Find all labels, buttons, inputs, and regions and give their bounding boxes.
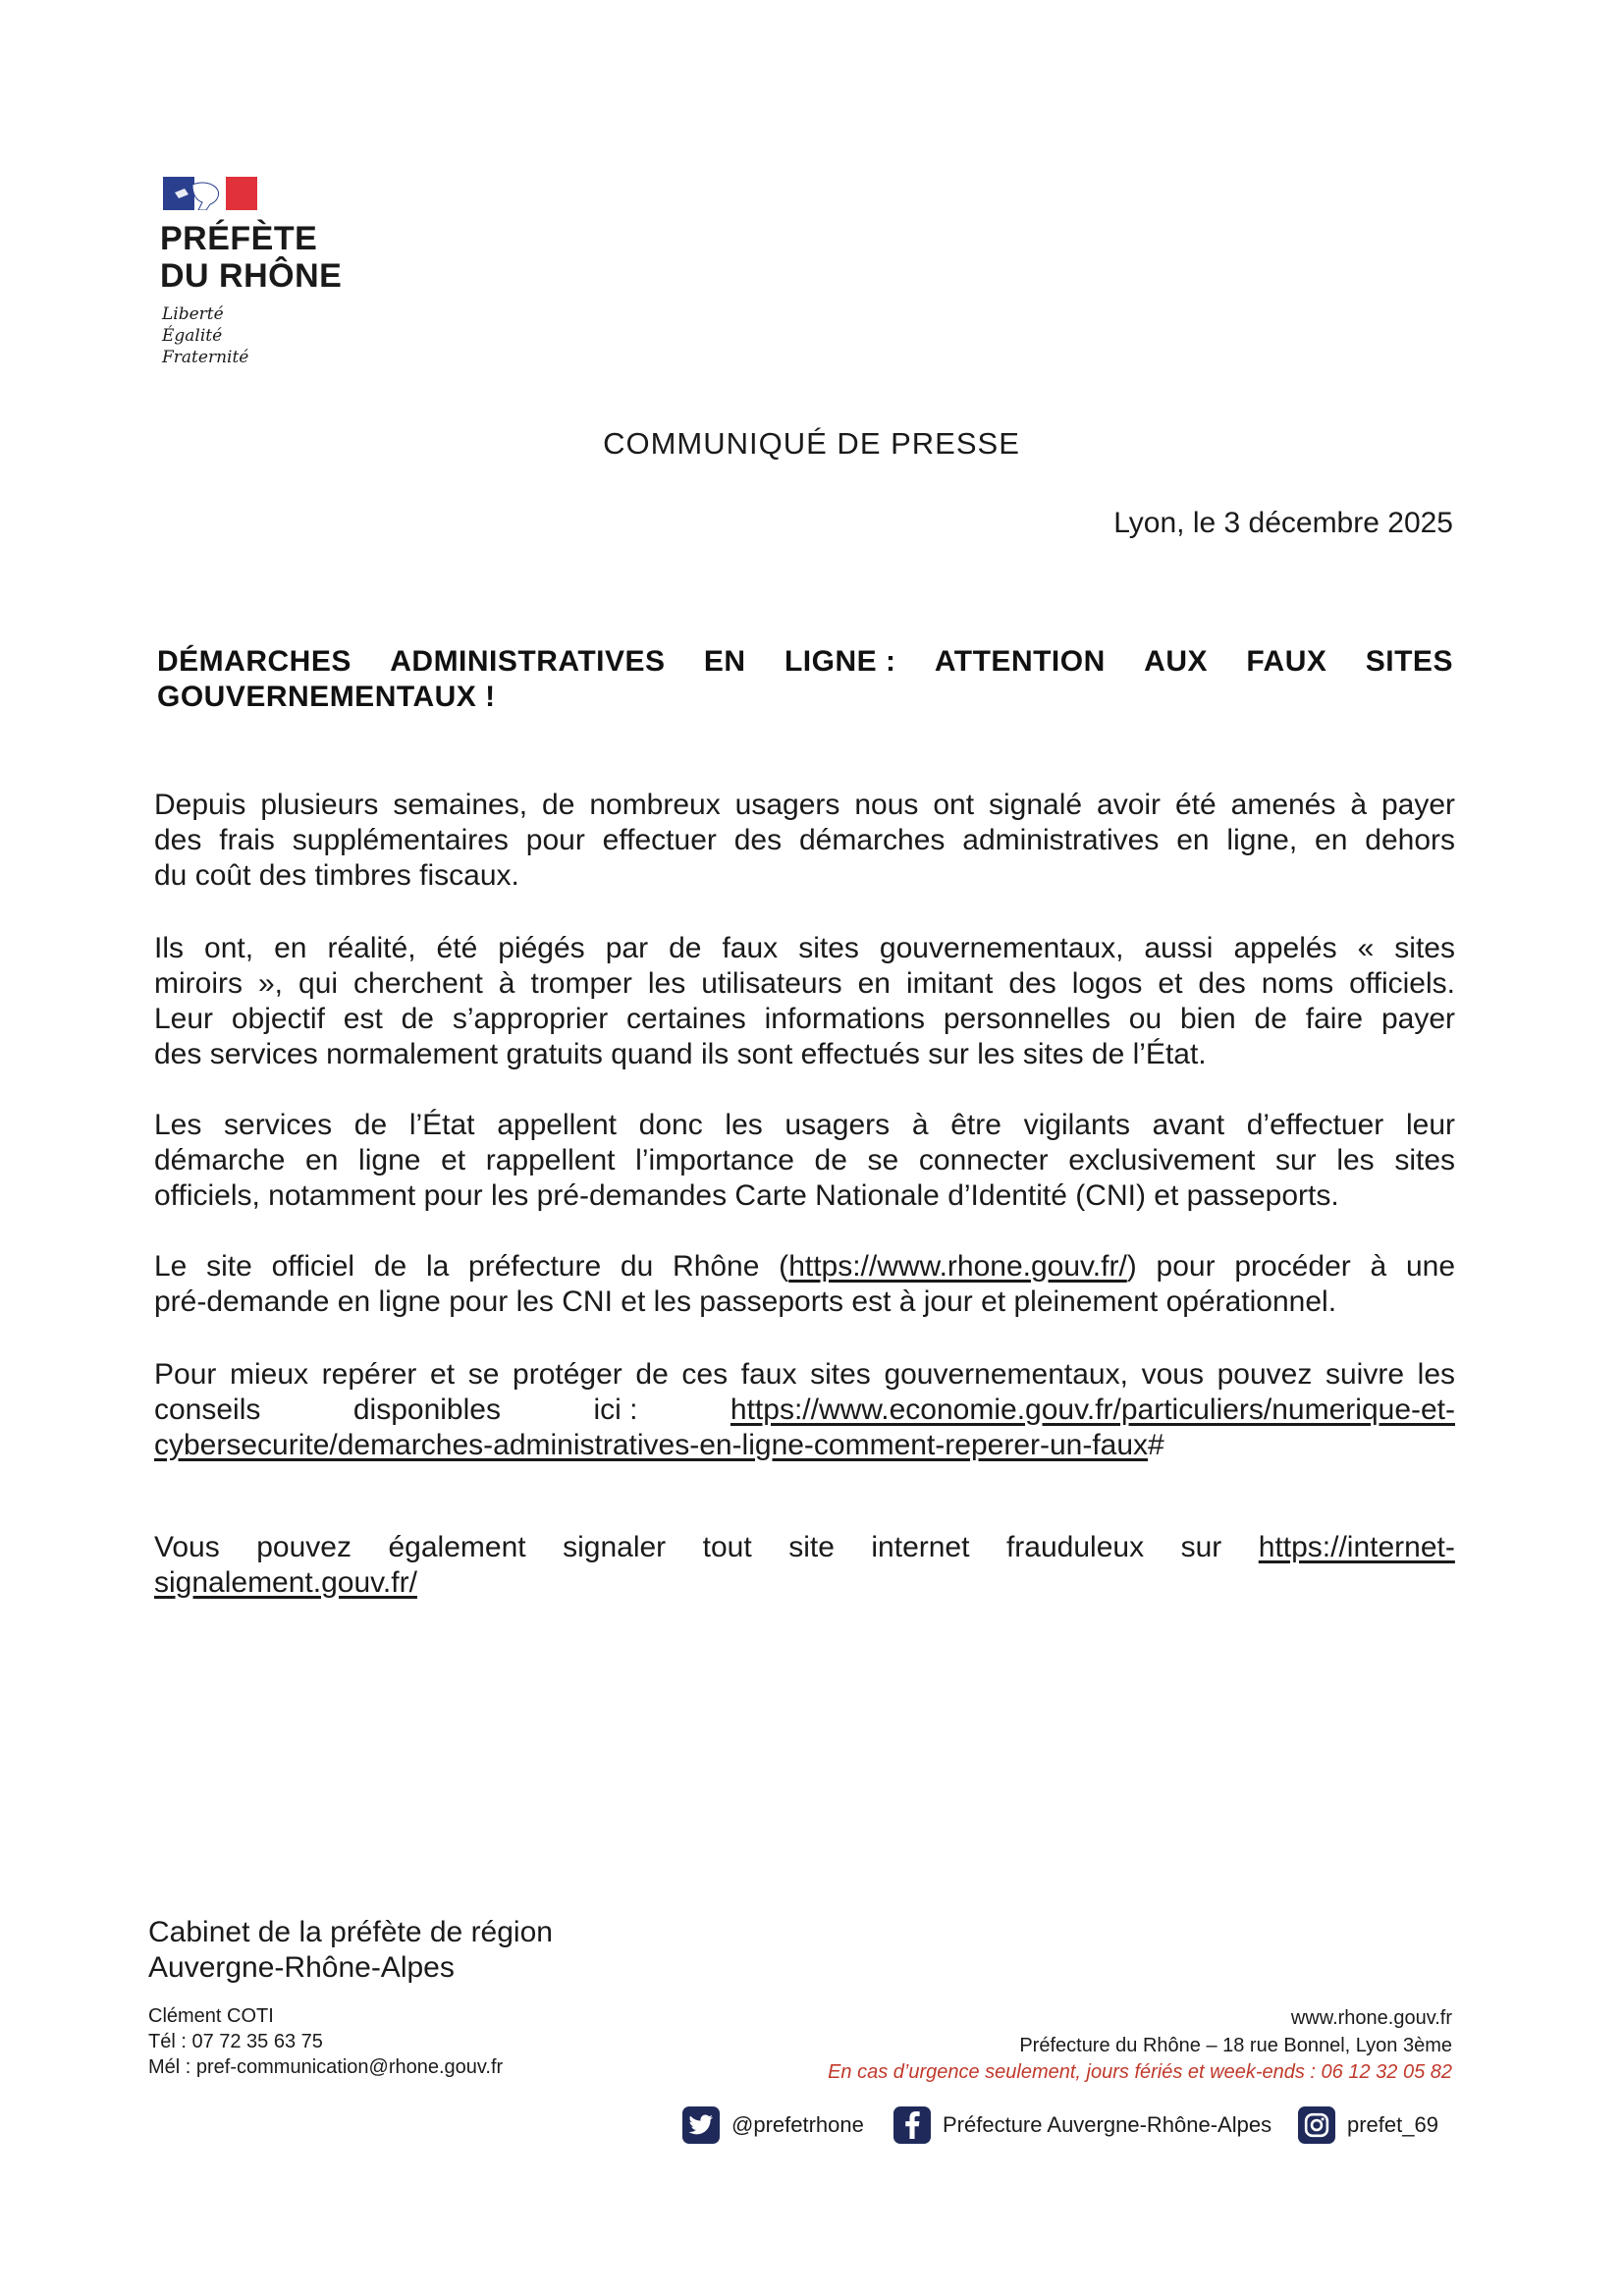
contact-name: Clément COTI bbox=[148, 2005, 274, 2027]
text-line bbox=[154, 1565, 1455, 1601]
cabinet-line2: Auvergne-Rhône-Alpes bbox=[148, 1951, 455, 1984]
economie-link-part1[interactable]: https://www.economie.gouv.fr/particuliers/numerique-et- bbox=[730, 1394, 1455, 1426]
text-line: du coût des timbres fiscaux. bbox=[154, 859, 519, 892]
p5-word: disponibles bbox=[352, 1394, 501, 1426]
p6-word: sur bbox=[1180, 1531, 1222, 1563]
paragraph-4 bbox=[154, 1249, 1455, 1320]
title-word: EN bbox=[703, 645, 746, 678]
paragraph-1 bbox=[154, 788, 1455, 894]
title-word: ADMINISTRATIVES bbox=[390, 645, 666, 678]
text-line: Depuis plusieurs semaines, de nombreux usagers nous ont signalé avoir été amenés à payer bbox=[154, 789, 1455, 821]
title-word: DÉMARCHES bbox=[157, 645, 352, 678]
p5-word: ici : bbox=[593, 1394, 638, 1426]
text-line: Les services de l’État appellent donc les usagers à être vigilants avant d’effectuer leur bbox=[154, 1109, 1455, 1141]
text-line bbox=[154, 1530, 1455, 1565]
text-line bbox=[154, 1428, 1455, 1463]
text-line: démarche en ligne et rappellent l’importance de se connecter exclusivement sur les sites bbox=[154, 1144, 1455, 1176]
p6-word: internet bbox=[871, 1531, 970, 1563]
text-line: pré-demande en ligne pour les CNI et les passeports est à jour et pleinement opérationnel. bbox=[154, 1285, 1337, 1318]
p6-word: également bbox=[388, 1531, 526, 1563]
economie-link-part2[interactable]: cybersecurite/demarches-administratives-en-ligne-comment-reperer-un-faux bbox=[154, 1429, 1149, 1461]
instagram-handle: prefet_69 bbox=[1347, 2112, 1438, 2137]
social-twitter[interactable] bbox=[682, 2105, 864, 2145]
prefecture-link[interactable]: https://www.rhone.gouv.fr/ bbox=[788, 1250, 1127, 1283]
text-line: Leur objectif est de s’approprier certaines informations personnelles ou bien de faire payer bbox=[154, 1003, 1455, 1035]
facebook-icon bbox=[893, 2106, 931, 2144]
org-name-line2: DU RHÔNE bbox=[160, 257, 343, 295]
cabinet-line1: Cabinet de la préfète de région bbox=[148, 1916, 553, 1948]
paragraph-6 bbox=[154, 1530, 1455, 1601]
p4-pre: Le site officiel de la préfecture du Rhône ( bbox=[154, 1250, 789, 1283]
twitter-handle: @prefetrhone bbox=[731, 2112, 864, 2137]
paragraph-3 bbox=[154, 1108, 1455, 1214]
p6-word: tout bbox=[702, 1531, 752, 1563]
p6-word: Vous bbox=[154, 1531, 220, 1563]
p4-post: ) pour procéder à une bbox=[1126, 1250, 1456, 1283]
paragraph-2 bbox=[154, 931, 1455, 1072]
title-word: ATTENTION bbox=[934, 645, 1106, 678]
p5-hash: # bbox=[1148, 1429, 1164, 1461]
signalement-link-part2[interactable]: signalement.gouv.fr/ bbox=[154, 1566, 417, 1599]
text-line: officiels, notamment pour les pré-demandes Carte Nationale d’Identité (CNI) et passeports. bbox=[154, 1179, 1339, 1212]
text-line: des frais supplémentaires pour effectuer des démarches administratives en ligne, en dehors bbox=[154, 824, 1455, 856]
text-line: Ils ont, en réalité, été piégés par de faux sites gouvernementaux, aussi appelés « sites bbox=[154, 932, 1455, 964]
p5-word: conseils bbox=[154, 1394, 261, 1426]
marianne-logo-icon bbox=[163, 177, 257, 210]
social-instagram[interactable] bbox=[1298, 2105, 1438, 2145]
title-word: SITES bbox=[1365, 645, 1453, 678]
signalement-link-part1[interactable]: https://internet- bbox=[1258, 1531, 1455, 1563]
motto-liberte: Liberté bbox=[162, 304, 224, 324]
address-text: Préfecture du Rhône – 18 rue Bonnel, Lyon 3ème bbox=[1019, 2035, 1452, 2056]
social-facebook[interactable] bbox=[893, 2105, 1271, 2145]
title-word: FAUX bbox=[1246, 645, 1327, 678]
text-line: miroirs », qui cherchent à tromper les utilisateurs en imitant des logos et des noms officiels. bbox=[154, 967, 1455, 1000]
p6-word: pouvez bbox=[256, 1531, 352, 1563]
text-line bbox=[154, 1393, 1455, 1428]
document-date: Lyon, le 3 décembre 2025 bbox=[1113, 507, 1453, 539]
text-line bbox=[154, 1249, 1455, 1285]
paragraph-5 bbox=[154, 1357, 1455, 1463]
facebook-page: Préfecture Auvergne-Rhône-Alpes bbox=[943, 2112, 1272, 2137]
title-word: AUX bbox=[1144, 645, 1208, 678]
p6-word: frauduleux bbox=[1005, 1531, 1145, 1563]
contact-tel: Tél : 07 72 35 63 75 bbox=[148, 2031, 323, 2052]
text-line: des services normalement gratuits quand ils sont effectués sur les sites de l’État. bbox=[154, 1038, 1207, 1070]
p6-word: site bbox=[788, 1531, 835, 1563]
press-title-line1 bbox=[157, 644, 1453, 680]
title-word: LIGNE : bbox=[784, 645, 896, 678]
urgence-text: En cas d’urgence seulement, jours fériés et week-ends : 06 12 32 05 82 bbox=[828, 2061, 1452, 2083]
org-name-line1: PRÉFÈTE bbox=[160, 220, 318, 257]
twitter-icon bbox=[682, 2106, 720, 2144]
contact-mail: Mél : pref-communication@rhone.gouv.fr bbox=[148, 2056, 504, 2078]
document-type: COMMUNIQUÉ DE PRESSE bbox=[603, 426, 1020, 461]
text-line: Pour mieux repérer et se protéger de ces faux sites gouvernementaux, vous pouvez suivre les bbox=[154, 1358, 1455, 1391]
motto-egalite: Égalité bbox=[162, 326, 223, 346]
motto-fraternite: Fraternité bbox=[162, 348, 249, 367]
website-text: www.rhone.gouv.fr bbox=[1290, 2007, 1452, 2029]
instagram-icon bbox=[1298, 2106, 1335, 2144]
p6-word: signaler bbox=[563, 1531, 667, 1563]
press-title-line2: GOUVERNEMENTAUX ! bbox=[157, 681, 496, 713]
